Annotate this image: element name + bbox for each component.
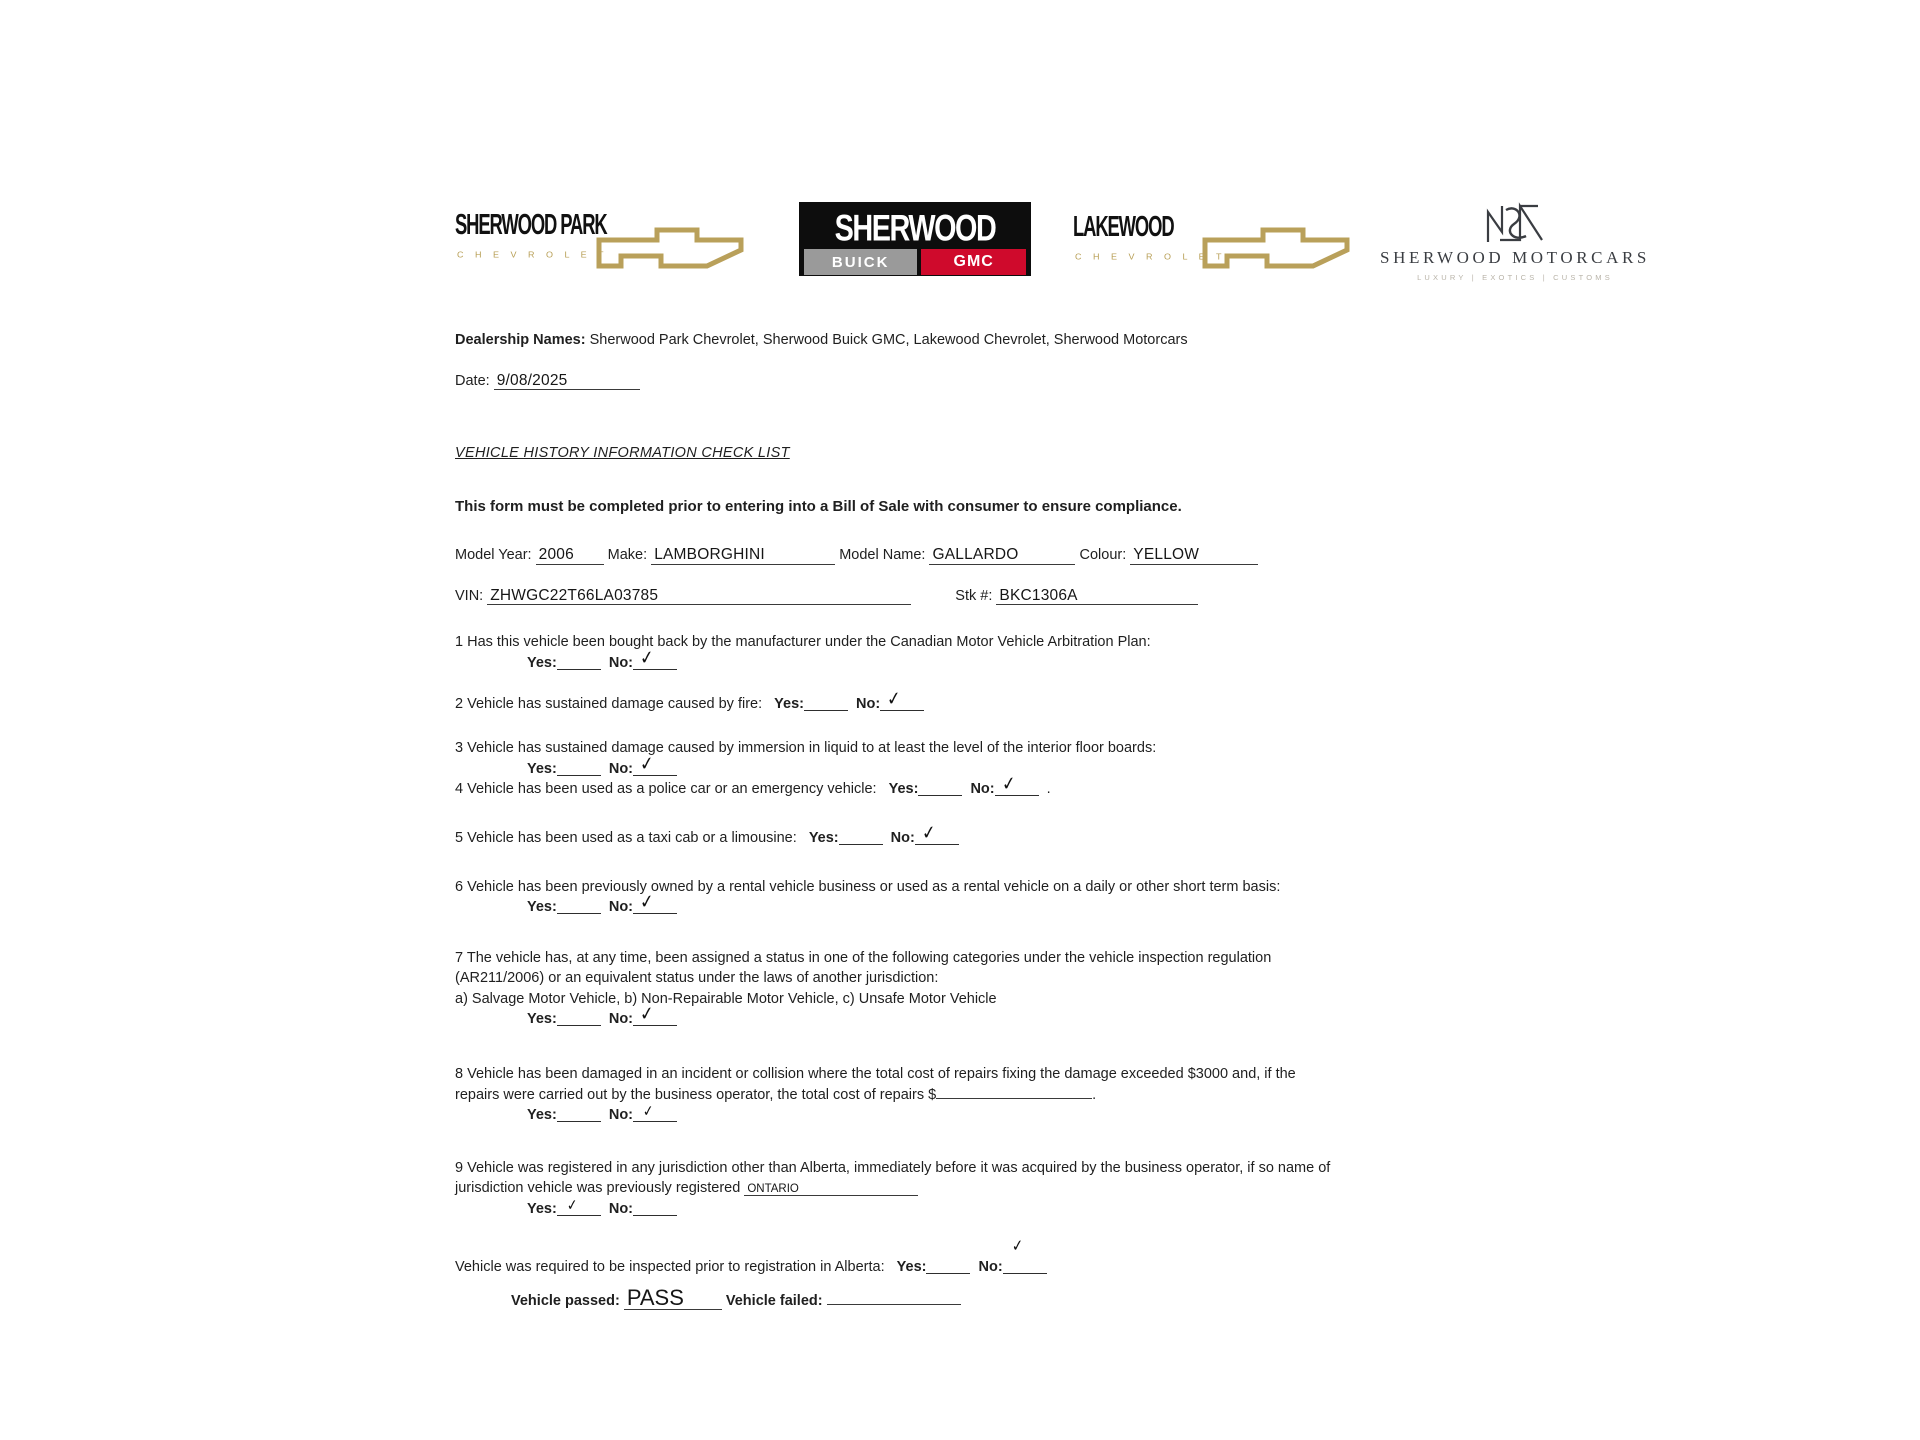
question-6-text: 6 Vehicle has been previously owned by a rental vehicle business or used as a rental vehicle on a daily or other short term basis: [455,878,1281,895]
q6-no-label: No: [608,899,634,916]
question-4: 4 Vehicle has been used as a police car or an emergency vehicle: Yes: No: ✓ . [455,772,1051,798]
date-row [455,371,1515,392]
question-3 [455,738,1515,779]
vehicle-passed-field[interactable]: PASS [624,1286,722,1310]
q5-no-label: No: [890,829,915,846]
page-title: VEHICLE HISTORY INFORMATION CHECK LIST [455,445,790,462]
chevrolet-bowtie-icon [595,226,745,274]
question-8-text-line2b: . [1092,1086,1097,1103]
q3-no-slot[interactable] [633,752,677,776]
question-1 [455,632,1515,673]
question-4-text: 4 Vehicle has been used as a police car or an emergency vehicle: [455,781,877,798]
model-year-field[interactable]: 2006 [536,547,604,564]
vehicle-info-row-2 [455,586,1515,607]
q1-no-slot[interactable] [633,646,677,670]
question-8 [455,1064,1515,1126]
q8-yes-label: Yes: [527,1107,557,1124]
model-name-label: Model Name: [839,547,926,564]
q7-no-label: No: [608,1011,634,1028]
q5-yes-label: Yes: [808,829,839,846]
gmc-badge: GMC [921,249,1026,275]
inspection-required-row [455,1235,1515,1278]
dealership-logo-strip [455,200,1650,292]
chevrolet-bowtie-icon [1201,226,1351,274]
question-8-answer [455,1101,1515,1126]
q5-yes-slot[interactable] [839,829,883,845]
q7-yes-label: Yes: [527,1011,557,1028]
checkmark-icon: ✓ [638,646,656,670]
lakewood-chevrolet-logo [1073,211,1333,280]
q9-yes-slot[interactable] [557,1195,601,1216]
q9-no-label: No: [608,1200,634,1217]
q9-no-slot[interactable] [633,1200,677,1216]
question-8-text-line1: 8 Vehicle has been damaged in an incident or collision where the total cost of repairs fixing the damage exceeded $3000 and, if the [455,1065,1296,1082]
q6-yes-label: Yes: [527,899,557,916]
sherwood-motorcars-logo [1365,200,1665,286]
checkmark-icon: ✓ [638,1002,656,1027]
q8-yes-slot[interactable] [557,1106,601,1122]
q3-yes-label: Yes: [527,760,557,777]
checkmark-icon: ✓ [885,686,903,711]
q7-yes-slot[interactable] [557,1010,601,1026]
question-3-answer [455,752,1515,780]
q2-yes-label: Yes: [774,695,804,712]
question-5 [455,821,1515,849]
question-2 [455,686,1515,715]
make-label: Make: [607,547,648,564]
vehicle-failed-field[interactable] [827,1304,961,1305]
repair-cost-field[interactable] [936,1098,1092,1099]
make-field[interactable]: LAMBORGHINI [651,547,835,564]
q4-yes-label: Yes: [888,781,919,798]
compliance-row [455,496,1515,518]
model-name-field[interactable]: GALLARDO [929,547,1075,564]
vehicle-failed-label: Vehicle failed: [725,1293,823,1310]
question-7 [455,948,1515,1030]
date-field[interactable]: 9/08/2025 [494,373,640,390]
q7-no-slot[interactable] [633,1002,677,1027]
sherwood-buick-gmc-wordmark: SHERWOOD [834,208,996,250]
checkmark-icon: ✓ [638,752,656,776]
lakewood-wordmark: LAKEWOOD [1073,211,1174,244]
form-title-row [455,443,1515,464]
colour-field[interactable]: YELLOW [1130,547,1258,564]
sherwood-buick-gmc-logo [799,202,1031,276]
inspection-result-row [455,1286,1515,1312]
question-8-text-line2a: repairs were carried out by the business operator, the total cost of repairs $ [455,1086,937,1103]
q1-yes-slot[interactable] [557,654,601,670]
checkmark-icon: ✓ [1010,1235,1025,1257]
question-8-text-line2 [455,1085,1515,1106]
inspection-no-label: No: [978,1259,1003,1276]
q1-yes-label: Yes: [527,655,557,672]
sherwood-motorcars-name: SHERWOOD MOTORCARS [1380,248,1650,267]
q2-no-label: No: [856,695,881,712]
q4-no-label: No: [970,781,995,798]
inspection-no-slot[interactable] [1003,1258,1047,1274]
vehicle-passed-label: Vehicle passed: [511,1293,620,1310]
sherwood-motorcars-tagline: LUXURY | EXOTICS | CUSTOMS [1417,273,1613,282]
colour-label: Colour: [1079,547,1127,564]
q8-no-slot[interactable] [633,1101,677,1122]
dealership-names-row [455,330,1515,351]
question-6 [455,877,1515,918]
checkmark-icon: ✓ [638,890,656,914]
checkmark-icon: ✓ [641,1101,655,1121]
inspection-yes-slot[interactable] [926,1258,970,1274]
question-1-answer [455,646,1515,674]
vin-label: VIN: [455,587,484,604]
q6-yes-slot[interactable] [557,898,601,914]
question-9-text-line1: 9 Vehicle was registered in any jurisdiction other than Alberta, immediately before it was acquired by the business operator, if so name of [455,1159,1331,1176]
jurisdiction-field[interactable]: ONTARIO [744,1183,918,1196]
vehicle-info-row-1 [455,545,1515,566]
q4-yes-slot[interactable] [918,780,962,796]
checkmark-icon: ✓ [565,1195,579,1215]
checkmark-icon: ✓ [1000,772,1017,797]
q3-no-label: No: [608,760,634,777]
checkmark-icon: ✓ [920,821,937,845]
q4-no-slot[interactable] [995,772,1039,797]
model-year-label: Model Year: [455,547,532,564]
question-9 [455,1158,1515,1220]
vin-field[interactable]: ZHWGC22T66LA03785 [487,588,911,605]
q6-no-slot[interactable] [633,890,677,914]
question-3-text: 3 Vehicle has sustained damage caused by immersion in liquid to at least the level of the interior floor boards: [455,740,1157,757]
q1-no-label: No: [608,655,634,672]
q5-no-slot[interactable] [915,821,959,845]
sherwood-park-wordmark: SHERWOOD PARK [455,209,607,242]
inspection-yes-label: Yes: [896,1259,927,1276]
vehicle-history-form [455,330,1515,1312]
question-7-text-line3: a) Salvage Motor Vehicle, b) Non-Repairable Motor Vehicle, c) Unsafe Motor Vehicle [455,990,997,1007]
question-9-text-line2a: jurisdiction vehicle was previously registered [455,1180,741,1197]
question-9-text-line2 [455,1178,1515,1199]
question-7-text-line1: 7 The vehicle has, at any time, been assigned a status in one of the following categories under the vehicle inspection regulation [455,949,1272,966]
dealership-names-label: Dealership Names: [455,332,586,348]
question-2-text: 2 Vehicle has sustained damage caused by fire: [455,695,763,712]
question-7-text-line2: (AR211/2006) or an equivalent status under the laws of another jurisdiction: [455,970,939,987]
sm-monogram-icon [1480,200,1550,246]
inspection-required-text: Vehicle was required to be inspected prior to registration in Alberta: [455,1259,885,1276]
stock-field[interactable]: BKC1306A [996,588,1198,605]
stock-label: Stk #: [955,587,993,604]
question-5-text: 5 Vehicle has been used as a taxi cab or a limousine: [455,829,797,846]
compliance-statement: This form must be completed prior to entering into a Bill of Sale with consumer to ensure compliance. [455,497,1182,515]
question-9-answer [455,1195,1515,1220]
lakewood-subtext: C H E V R O L E T [1075,252,1227,262]
question-1-text: 1 Has this vehicle been bought back by the manufacturer under the Canadian Motor Vehicle Arbitration Plan: [455,634,1151,651]
buick-badge: BUICK [804,249,917,275]
dealership-names-value: Sherwood Park Chevrolet, Sherwood Buick GMC, Lakewood Chevrolet, Sherwood Motorcars [585,332,1188,348]
q2-yes-slot[interactable] [804,695,848,711]
question-6-answer [455,890,1515,918]
sherwood-park-subtext: C H E V R O L E T [457,250,609,260]
sherwood-park-chevrolet-logo [455,209,755,280]
q8-no-label: No: [608,1107,634,1124]
q3-yes-slot[interactable] [557,760,601,776]
date-label: Date: [455,372,490,389]
question-7-answer [455,1002,1515,1030]
q2-no-slot[interactable] [880,686,924,711]
q9-yes-label: Yes: [527,1200,557,1217]
